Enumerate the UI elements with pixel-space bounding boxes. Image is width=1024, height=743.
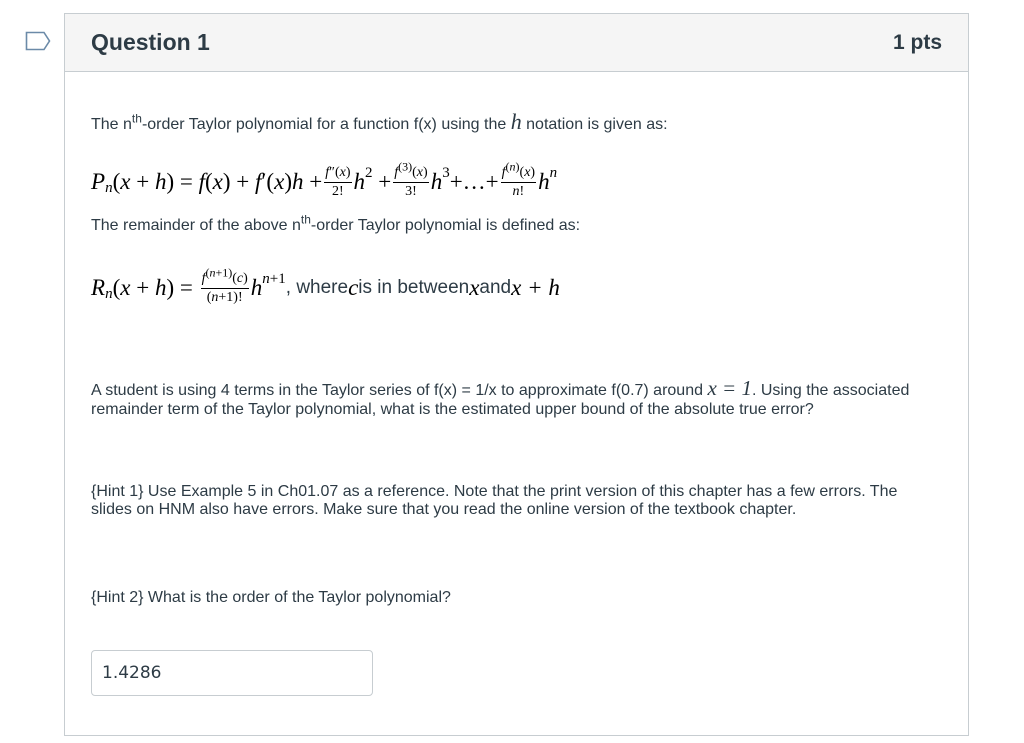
remainder-intro-text: The remainder of the above $n^{th}$-order Taylor polynomial is defined as: [91,212,581,234]
question-header [65,14,968,72]
hint-1: {Hint 1} Use Example 5 in Ch01.07 as a reference. Note that the print version of this chapter has a few errors. The slides on HNM also have errors. Make sure that you read the online version of the textbook chapter. [91,483,898,518]
taylor-polynomial-formula: P n ( x + h ) = f ( x ) + f ′( x ) h + $\frac{f''(x)}{2!}$ h 2 + $\frac{f^{(3)}(x)}{3!}$ h 3 +…+ $\frac{f^{(n)}(x)}{n!}$ h n [91,158,558,199]
intro-text: The $n^{th}$-order Taylor polynomial for a function f(x) using the h notation is given as: [91,109,668,134]
question-title: Question 1 [91,29,210,55]
question-card [64,13,969,736]
question-points: 1 pts [892,30,942,54]
remainder-formula: R n ( x + h ) = $\frac{f^{(n+1)}(c)}{(n+1)!}$ h n+1 , where c is in between x and x + h [91,264,560,305]
hint-2: {Hint 2} What is the order of the Taylor polynomial? [91,589,451,606]
answer-input[interactable] [91,650,373,696]
bookmark-flag-icon[interactable] [25,31,51,51]
problem-text: A student is using 4 terms in the Taylor series of f(x) = 1/x to approximate f(0.7) around x = 1. Using the associated remainder term of the Taylor polynomial, what is the estimated upper bound of the absolute true error? [91,376,910,418]
